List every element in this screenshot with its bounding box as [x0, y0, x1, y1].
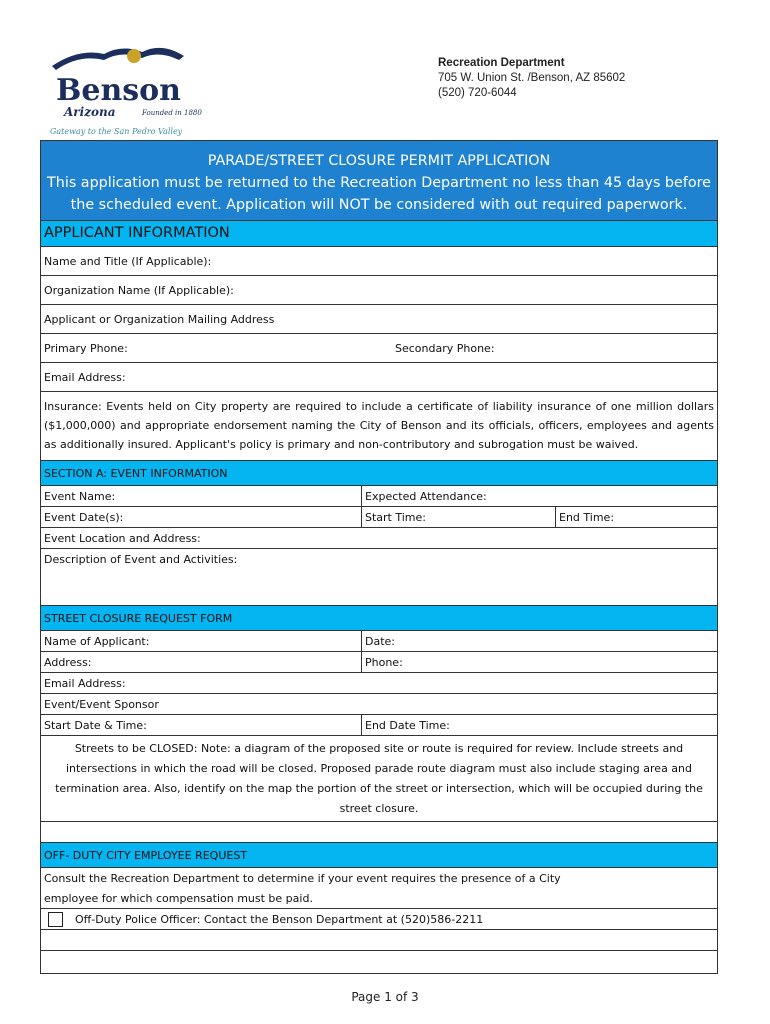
primary-phone-field[interactable] — [41, 334, 392, 362]
street-email-label: Email Address: — [44, 676, 126, 690]
consult-line1-text: Consult the Recreation Department to determine if your event requires the presence of a City — [44, 871, 561, 885]
permit-form — [40, 140, 718, 974]
insurance-notice: Insurance: Events held on City property are required to include a certificate of liability insurance of one million dollars ($1,000,000) and appropriate endorsement naming the City of Benson and its officials, officers, employees and agents as additionally insured. Applicant's policy is primary and non-contributory and subrogation must be waived. — [41, 392, 717, 461]
phone-row — [41, 334, 717, 363]
start-time-field[interactable] — [362, 507, 556, 527]
consult-line2-text: employee for which compensation must be paid. — [44, 891, 313, 905]
date-label: Date: — [365, 634, 395, 648]
event-name-field[interactable] — [41, 486, 362, 506]
police-officer-option[interactable] — [41, 909, 717, 930]
form-notice-line1: This application must be returned to the Recreation Department no less than 45 days before — [47, 175, 711, 191]
offduty-blank-row-1[interactable] — [41, 930, 717, 951]
page-number: Page 1 of 3 — [351, 990, 419, 1004]
police-officer-label: Off-Duty Police Officer: Contact the Benson Department at (520)586-2211 — [75, 912, 484, 926]
department-address: 705 W. Union St. /Benson, AZ 85602 — [438, 72, 626, 84]
event-dates-row — [41, 507, 717, 528]
name-title-label: Name and Title (If Applicable): — [44, 254, 212, 268]
mailing-address-field[interactable] — [41, 305, 717, 334]
event-sponsor-field[interactable] — [41, 694, 717, 715]
department-phone: (520) 720-6044 — [438, 87, 517, 99]
logo-wordmark: Benson — [56, 73, 181, 108]
secondary-phone-field[interactable] — [392, 334, 717, 362]
offduty-blank-row-2[interactable] — [41, 951, 717, 973]
phone-label: Phone: — [365, 655, 403, 669]
event-sponsor-label: Event/Event Sponsor — [44, 697, 159, 711]
email-field[interactable] — [41, 363, 717, 392]
start-time-label: Start Time: — [365, 510, 426, 524]
streets-closed-field[interactable] — [41, 822, 717, 843]
section-a-header: SECTION A: EVENT INFORMATION — [41, 461, 717, 486]
address-phone-row — [41, 652, 717, 673]
address-label: Address: — [44, 655, 92, 669]
event-dates-field[interactable] — [41, 507, 362, 527]
consult-line2 — [41, 888, 717, 909]
logo-founded: Founded in 1880 — [142, 109, 202, 117]
event-location-label: Event Location and Address: — [44, 531, 201, 545]
start-date-time-label: Start Date & Time: — [44, 718, 147, 732]
event-location-field[interactable] — [41, 528, 717, 549]
start-date-time-field[interactable] — [41, 715, 362, 735]
form-title: PARADE/STREET CLOSURE PERMIT APPLICATION — [207, 153, 551, 169]
organization-name-label: Organization Name (If Applicable): — [44, 283, 234, 297]
department-name: Recreation Department — [438, 57, 565, 69]
mailing-address-label: Applicant or Organization Mailing Address — [44, 312, 275, 326]
event-name-label: Event Name: — [44, 489, 116, 503]
form-notice-line2: the scheduled event. Application will NOT be considered with out required paperwork. — [70, 197, 688, 213]
end-time-label: End Time: — [559, 510, 615, 524]
street-closure-section-header: STREET CLOSURE REQUEST FORM — [41, 606, 717, 631]
applicant-section-header: APPLICANT INFORMATION — [41, 221, 717, 247]
end-date-time-label: End Date Time: — [365, 718, 450, 732]
phone-field[interactable] — [362, 652, 717, 672]
street-email-field[interactable] — [41, 673, 717, 694]
logo-tagline: Gateway to the San Pedro Valley — [50, 127, 183, 136]
address-field[interactable] — [41, 652, 362, 672]
expected-attendance-field[interactable] — [362, 486, 717, 506]
offduty-section-header: OFF- DUTY CITY EMPLOYEE REQUEST — [41, 843, 717, 868]
end-time-field[interactable] — [556, 507, 717, 527]
secondary-phone-label: Secondary Phone: — [395, 341, 495, 355]
expected-attendance-label: Expected Attendance: — [365, 489, 487, 503]
event-description-label: Description of Event and Activities: — [44, 553, 238, 566]
event-description-field[interactable] — [41, 549, 717, 606]
event-dates-label: Event Date(s): — [44, 510, 124, 524]
end-date-time-field[interactable] — [362, 715, 717, 735]
email-label: Email Address: — [44, 370, 126, 384]
applicant-date-row — [41, 631, 717, 652]
department-contact — [438, 56, 625, 101]
primary-phone-label: Primary Phone: — [44, 341, 128, 355]
organization-name-field[interactable] — [41, 276, 717, 305]
applicant-name-field[interactable] — [41, 631, 362, 651]
police-officer-checkbox[interactable] — [48, 912, 63, 927]
start-end-row — [41, 715, 717, 736]
date-field[interactable] — [362, 631, 717, 651]
name-title-field[interactable] — [41, 247, 717, 276]
logo-state: Arizona — [64, 105, 116, 119]
event-name-row — [41, 486, 717, 507]
form-banner — [41, 141, 717, 221]
applicant-name-label: Name of Applicant: — [44, 634, 150, 648]
consult-line1 — [41, 868, 717, 888]
benson-logo — [34, 38, 219, 138]
streets-closed-note: Streets to be CLOSED: Note: a diagram of the proposed site or route is required for review. Include streets and intersections in which the road will be closed. Proposed parade route diagram must also include staging area and termination area. Also, identify on the map the portion of the street or intersection, which will be occupied during the street closure. — [41, 736, 717, 822]
